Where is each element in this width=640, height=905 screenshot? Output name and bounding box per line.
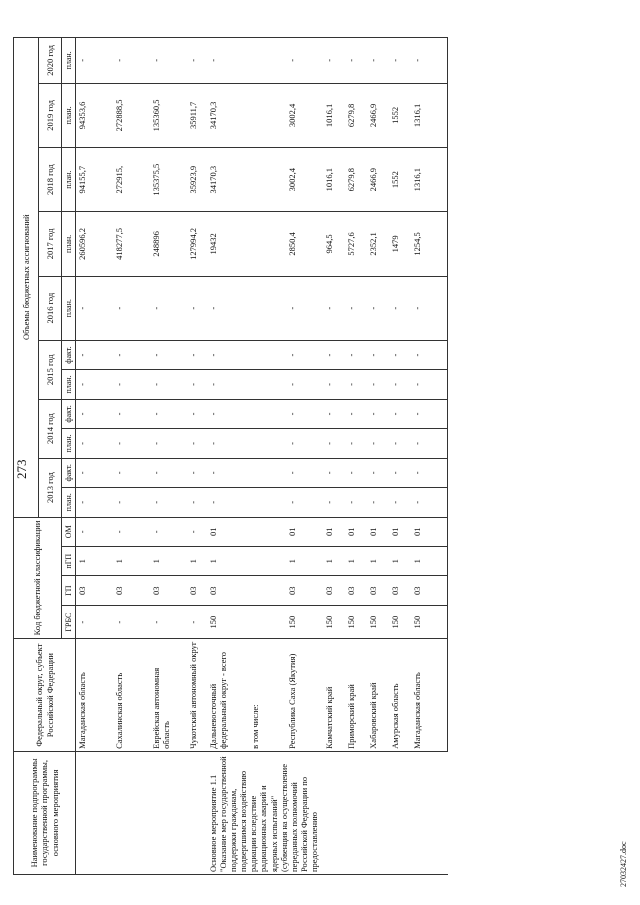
header-plan: план. xyxy=(62,488,76,517)
cell-pgp: 1 xyxy=(367,547,389,576)
cell-v2019: 6279,8 xyxy=(345,83,367,147)
cell-v2020: - xyxy=(150,38,187,84)
cell-v2013p: - xyxy=(345,488,367,517)
cell-v2013p: - xyxy=(286,488,323,517)
cell-v2013p: - xyxy=(411,488,448,517)
cell-v2014p: - xyxy=(323,429,345,458)
cell-grbs: - xyxy=(150,605,187,638)
cell-v2018: 2466,9 xyxy=(367,148,389,212)
cell-gp: 03 xyxy=(323,576,345,605)
region-name: Магаданская область xyxy=(76,639,113,751)
cell-v2014f: - xyxy=(207,399,249,428)
cell-v2013f: - xyxy=(389,458,411,487)
cell-om: - xyxy=(76,517,113,546)
cell-v2015f: - xyxy=(367,340,389,369)
cell-v2014f: - xyxy=(150,399,187,428)
cell-v2020: - xyxy=(323,38,345,84)
cell-v2020: - xyxy=(187,38,207,84)
cell-v2018: 1552 xyxy=(389,148,411,212)
cell-v2020 xyxy=(249,38,286,84)
cell-v2013p: - xyxy=(150,488,187,517)
cell-v2016: - xyxy=(113,276,150,340)
cell-v2018: 34170,3 xyxy=(207,148,249,212)
cell-v2014f: - xyxy=(389,399,411,428)
cell-v2016: - xyxy=(286,276,323,340)
header-year-2015: 2015 год xyxy=(39,340,62,399)
cell-om: 01 xyxy=(207,517,249,546)
cell-pgp: 1 xyxy=(187,547,207,576)
budget-table xyxy=(13,37,448,875)
cell-pgp: 1 xyxy=(113,547,150,576)
cell-v2014f: - xyxy=(323,399,345,428)
cell-v2013p: - xyxy=(76,488,113,517)
cell-v2015f: - xyxy=(389,340,411,369)
cell-pgp: 1 xyxy=(286,547,323,576)
cell-v2015f: - xyxy=(187,340,207,369)
cell-v2015p: - xyxy=(76,370,113,399)
cell-v2016: - xyxy=(345,276,367,340)
header-gp: ГП xyxy=(62,576,76,605)
cell-v2015p: - xyxy=(150,370,187,399)
cell-gp: 03 xyxy=(207,576,249,605)
header-year-2019: 2019 год xyxy=(39,83,62,147)
cell-grbs: 150 xyxy=(207,605,249,638)
header-om: ОМ xyxy=(62,517,76,546)
table-body xyxy=(76,38,448,875)
cell-v2013p: - xyxy=(187,488,207,517)
cell-gp: 03 xyxy=(286,576,323,605)
cell-v2018: 94155,7 xyxy=(76,148,113,212)
cell-om: 01 xyxy=(367,517,389,546)
cell-v2014f: - xyxy=(113,399,150,428)
cell-v2013f: - xyxy=(150,458,187,487)
cell-pgp: 1 xyxy=(345,547,367,576)
cell-v2019: 3002,4 xyxy=(286,83,323,147)
cell-v2018 xyxy=(249,148,286,212)
cell-pgp: 1 xyxy=(76,547,113,576)
cell-v2017: 19432 xyxy=(207,212,249,276)
table-row xyxy=(113,38,150,875)
region-name: Хабаровский край xyxy=(367,639,389,751)
cell-v2014f: - xyxy=(411,399,448,428)
cell-v2014p: - xyxy=(76,429,113,458)
cell-v2014p: - xyxy=(150,429,187,458)
cell-v2017: 5727,6 xyxy=(345,212,367,276)
cell-v2014f xyxy=(249,399,286,428)
file-name: 27032427.doc xyxy=(619,841,628,887)
cell-v2017: 418277,5 xyxy=(113,212,150,276)
cell-v2017: 260596,2 xyxy=(76,212,113,276)
region-name: Амурская область xyxy=(389,639,411,751)
table-row xyxy=(389,38,411,875)
table-row xyxy=(411,38,448,875)
cell-v2015f: - xyxy=(411,340,448,369)
cell-om: - xyxy=(113,517,150,546)
cell-v2013f: - xyxy=(411,458,448,487)
cell-v2017: 2352,1 xyxy=(367,212,389,276)
region-name: Приморский край xyxy=(345,639,367,751)
table-row xyxy=(76,38,113,875)
empty-cell xyxy=(76,751,113,874)
cell-v2019: 1016,1 xyxy=(323,83,345,147)
cell-pgp: 1 xyxy=(389,547,411,576)
header-plan: план. xyxy=(62,370,76,399)
cell-v2016: - xyxy=(323,276,345,340)
cell-pgp: 1 xyxy=(150,547,187,576)
cell-v2020: - xyxy=(389,38,411,84)
cell-v2013f: - xyxy=(207,458,249,487)
cell-pgp: 1 xyxy=(323,547,345,576)
region-name: Дальневосточный федеральный округ - всего xyxy=(207,639,249,751)
table-row xyxy=(150,38,187,875)
header-year-2013: 2013 год xyxy=(39,458,62,517)
cell-v2014p: - xyxy=(345,429,367,458)
cell-v2017: 248896 xyxy=(150,212,187,276)
table-row xyxy=(207,38,249,875)
cell-v2018: 135375,5 xyxy=(150,148,187,212)
cell-v2019: 34170,3 xyxy=(207,83,249,147)
header-plan: план. xyxy=(62,429,76,458)
cell-v2020: - xyxy=(345,38,367,84)
cell-v2018: 1316,1 xyxy=(411,148,448,212)
cell-grbs: - xyxy=(76,605,113,638)
cell-v2017: 1254,5 xyxy=(411,212,448,276)
cell-v2015p: - xyxy=(367,370,389,399)
table-row xyxy=(249,38,286,875)
cell-gp: 03 xyxy=(76,576,113,605)
page-number: 273 xyxy=(14,459,29,479)
header-fact: факт. xyxy=(62,340,76,369)
cell-v2016: - xyxy=(150,276,187,340)
cell-v2013p: - xyxy=(367,488,389,517)
header-budget: Объемы бюджетных ассигнований xyxy=(14,38,39,518)
cell-gp: 03 xyxy=(150,576,187,605)
cell-v2016: - xyxy=(187,276,207,340)
cell-v2015p: - xyxy=(207,370,249,399)
cell-v2014p: - xyxy=(286,429,323,458)
cell-grbs xyxy=(249,605,286,638)
cell-v2015p: - xyxy=(113,370,150,399)
cell-v2018: 6279,8 xyxy=(345,148,367,212)
region-name: Чукотский автономный округ xyxy=(187,639,207,751)
cell-v2014f: - xyxy=(345,399,367,428)
cell-grbs: 150 xyxy=(411,605,448,638)
cell-v2015p: - xyxy=(345,370,367,399)
table-row xyxy=(187,38,207,875)
header-year-2014: 2014 год xyxy=(39,399,62,458)
cell-v2014f: - xyxy=(286,399,323,428)
cell-v2014p: - xyxy=(113,429,150,458)
cell-v2013p xyxy=(249,488,286,517)
cell-gp xyxy=(249,576,286,605)
cell-om: - xyxy=(150,517,187,546)
cell-v2018: 1016,1 xyxy=(323,148,345,212)
header-year-2017: 2017 год xyxy=(39,212,62,276)
cell-v2016 xyxy=(249,276,286,340)
cell-v2013p: - xyxy=(323,488,345,517)
cell-om: 01 xyxy=(411,517,448,546)
header-name: Наименование подпрограммы государственной программы, основного мероприятия xyxy=(14,751,76,874)
cell-v2013p: - xyxy=(113,488,150,517)
cell-gp: 03 xyxy=(389,576,411,605)
cell-gp: 03 xyxy=(367,576,389,605)
cell-v2015f: - xyxy=(286,340,323,369)
cell-v2013f: - xyxy=(345,458,367,487)
cell-v2017: 1479 xyxy=(389,212,411,276)
region-name: в том числе: xyxy=(249,639,286,751)
cell-v2016: - xyxy=(207,276,249,340)
cell-v2020: - xyxy=(367,38,389,84)
cell-v2015p: - xyxy=(389,370,411,399)
cell-v2017: 2850,4 xyxy=(286,212,323,276)
cell-v2020: - xyxy=(76,38,113,84)
header-plan: план. xyxy=(62,148,76,212)
cell-pgp: 1 xyxy=(207,547,249,576)
cell-v2014f: - xyxy=(187,399,207,428)
cell-v2015f: - xyxy=(150,340,187,369)
cell-v2015f: - xyxy=(76,340,113,369)
cell-om: 01 xyxy=(323,517,345,546)
cell-v2015f xyxy=(249,340,286,369)
cell-v2014p: - xyxy=(207,429,249,458)
cell-v2015f: - xyxy=(113,340,150,369)
cell-grbs: 150 xyxy=(323,605,345,638)
cell-v2013f: - xyxy=(76,458,113,487)
cell-v2013f: - xyxy=(286,458,323,487)
cell-om: 01 xyxy=(345,517,367,546)
cell-v2018: 35923,9 xyxy=(187,148,207,212)
cell-om: - xyxy=(187,517,207,546)
header-grbs: ГРБС xyxy=(62,605,76,638)
cell-v2013f xyxy=(249,458,286,487)
header-plan: план. xyxy=(62,38,76,84)
cell-v2020: - xyxy=(286,38,323,84)
cell-v2013p: - xyxy=(389,488,411,517)
cell-v2015p: - xyxy=(411,370,448,399)
cell-v2014p: - xyxy=(389,429,411,458)
cell-v2014p: - xyxy=(411,429,448,458)
cell-om: 01 xyxy=(286,517,323,546)
cell-v2017: 127994,2 xyxy=(187,212,207,276)
cell-v2019: 1316,1 xyxy=(411,83,448,147)
cell-v2013p: - xyxy=(207,488,249,517)
main-event-name: Основное мероприятие 1.1 "Оказание мер государственной поддержки гражданам, подвергшимся воздействию радиации вследствие радиационных аварий и ядерных испытаний" (субвенция на осуществление переданных полномочий Российской Федерации по предоставлению xyxy=(207,751,448,874)
cell-v2020: - xyxy=(113,38,150,84)
cell-gp: 03 xyxy=(187,576,207,605)
cell-v2019: 135360,5 xyxy=(150,83,187,147)
header-plan: план. xyxy=(62,212,76,276)
cell-v2014p: - xyxy=(367,429,389,458)
cell-v2013f: - xyxy=(187,458,207,487)
cell-v2013f: - xyxy=(113,458,150,487)
cell-v2018: 272915, xyxy=(113,148,150,212)
cell-grbs: 150 xyxy=(345,605,367,638)
cell-grbs: - xyxy=(187,605,207,638)
header-plan: план. xyxy=(62,276,76,340)
cell-v2016: - xyxy=(367,276,389,340)
header-code: Код бюджетной классификации xyxy=(14,517,62,639)
cell-v2019: 35911,7 xyxy=(187,83,207,147)
cell-v2015p xyxy=(249,370,286,399)
cell-v2015f: - xyxy=(345,340,367,369)
cell-v2016: - xyxy=(389,276,411,340)
header-fact: факт. xyxy=(62,458,76,487)
cell-v2015p: - xyxy=(323,370,345,399)
cell-v2015f: - xyxy=(207,340,249,369)
region-name: Сахалинская область xyxy=(113,639,150,751)
header-plan: план. xyxy=(62,83,76,147)
table-row xyxy=(286,38,323,875)
header-pgp: пГП xyxy=(62,547,76,576)
cell-v2013f: - xyxy=(367,458,389,487)
table-row xyxy=(345,38,367,875)
cell-v2014p xyxy=(249,429,286,458)
table-row xyxy=(323,38,345,875)
cell-v2020: - xyxy=(411,38,448,84)
cell-pgp: 1 xyxy=(411,547,448,576)
cell-pgp xyxy=(249,547,286,576)
table-row xyxy=(367,38,389,875)
empty-cell xyxy=(113,751,207,874)
region-name: Камчатский край xyxy=(323,639,345,751)
cell-v2017 xyxy=(249,212,286,276)
cell-grbs: - xyxy=(113,605,150,638)
cell-v2015f: - xyxy=(323,340,345,369)
cell-om: 01 xyxy=(389,517,411,546)
header-year-2020: 2020 год xyxy=(39,38,62,84)
cell-v2015p: - xyxy=(286,370,323,399)
cell-v2016: - xyxy=(76,276,113,340)
header-year-2016: 2016 год xyxy=(39,276,62,340)
cell-grbs: 150 xyxy=(286,605,323,638)
header-region: Федеральный округ, субъект Российской Федерации xyxy=(14,639,76,751)
cell-v2015p: - xyxy=(187,370,207,399)
cell-grbs: 150 xyxy=(389,605,411,638)
cell-v2013f: - xyxy=(323,458,345,487)
cell-v2019: 2466,9 xyxy=(367,83,389,147)
cell-gp: 03 xyxy=(345,576,367,605)
region-name: Еврейская автономная область xyxy=(150,639,187,751)
header-fact: факт. xyxy=(62,399,76,428)
cell-gp: 03 xyxy=(113,576,150,605)
cell-v2017: 964,5 xyxy=(323,212,345,276)
cell-v2014f: - xyxy=(367,399,389,428)
cell-om xyxy=(249,517,286,546)
cell-v2020: - xyxy=(207,38,249,84)
cell-v2014p: - xyxy=(187,429,207,458)
cell-v2019: 94353,6 xyxy=(76,83,113,147)
cell-v2019: 272888,5 xyxy=(113,83,150,147)
cell-v2016: - xyxy=(411,276,448,340)
header-year-2018: 2018 год xyxy=(39,148,62,212)
cell-gp: 03 xyxy=(411,576,448,605)
region-name: Республика Саха (Якутия) xyxy=(286,639,323,751)
region-name: Магаданская область xyxy=(411,639,448,751)
cell-v2019 xyxy=(249,83,286,147)
cell-v2014f: - xyxy=(76,399,113,428)
cell-v2018: 3002,4 xyxy=(286,148,323,212)
cell-grbs: 150 xyxy=(367,605,389,638)
cell-v2019: 1552 xyxy=(389,83,411,147)
